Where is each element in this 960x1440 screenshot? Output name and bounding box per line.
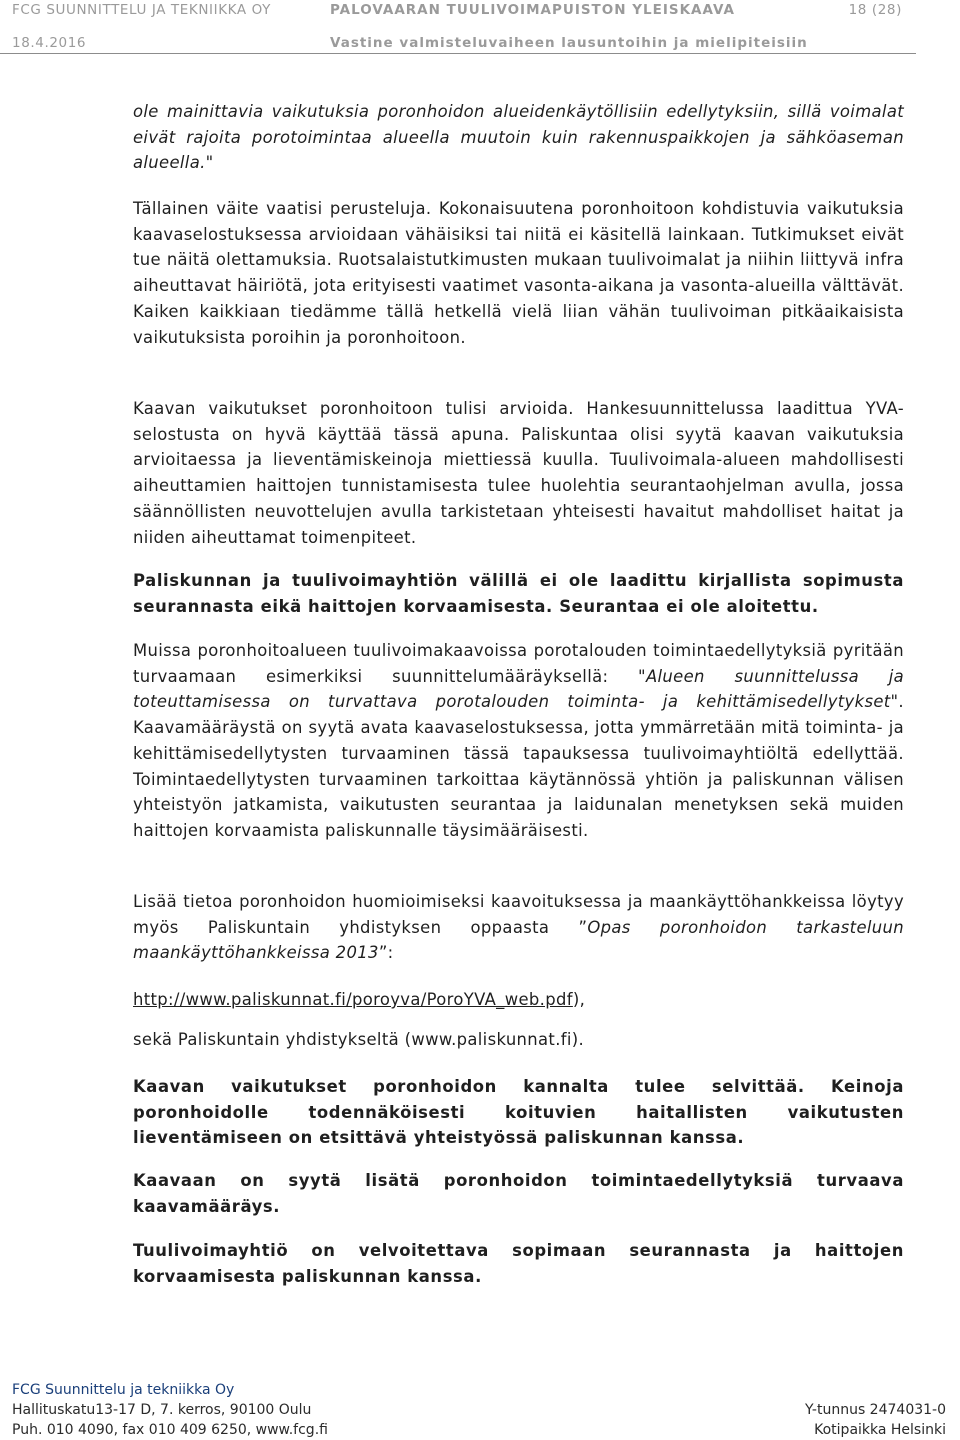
header-page-number: 18 (28)	[848, 2, 902, 18]
header-project-title: PALOVAARAN TUULIVOIMAPUISTON YLEISKAAVA	[330, 2, 736, 18]
regulation-quote: Alueen suunnittelussa ja toteuttamisessa on turvattava porotalouden toiminta- ja kehittämisedellytykset	[133, 666, 904, 712]
footer-business-id: Y-tunnus 2474031-0	[805, 1402, 946, 1418]
header-divider	[0, 53, 916, 54]
quoted-statement: ole mainittavia vaikutuksia poronhoidon alueidenkäytöllisiin edellytyksiin, sillä voimalat eivät rajoita porotoimintaa alueella muutoin kuin rakennuspaikkojen ja sähköaseman alueella.	[133, 102, 904, 173]
link-suffix: ),	[572, 990, 586, 1009]
paragraph-text: Lisää tietoa poronhoidon huomioimiseksi kaavoituksessa ja maankäyttöhankkeissa löytyy myös Paliskuntain yhdistyksen oppaasta ”	[133, 892, 904, 937]
body-paragraph-5	[133, 638, 904, 844]
footer-domicile: Kotipaikka Helsinki	[814, 1422, 946, 1438]
guide-title: Opas poronhoidon tarkasteluun maankäyttöhankkeissa 2013	[133, 917, 904, 963]
paragraph-text: Tällainen väite vaatisi perusteluja. Kokonaisuutena poronhoitoon kohdistuvia vaikutuksia kaavaselostuksessa arvioidaan vähäisiksi tai niitä ei käsitellä lainkaan. Tutkimukset eivät tue näitä olettamuksia. Ruotsalaistutkimusten mukaan tuulivoimalat ja niihin liittyvä infra aiheuttavat häiriötä, jota erityisesti vaatimet vasonta-aikana ja vasonta-alueilla välttävät. Kaiken kaikkiaan tiedämme tällä hetkellä vielä liian vähän tuulivoiman pitkäaikaisista vaikutuksista poroihin ja poronhoitoon.	[133, 199, 904, 347]
paragraph-text: ”:	[378, 943, 394, 963]
paragraph-text: Muissa poronhoitoalueen tuulivoimakaavoissa porotalouden toimintaedellytyksiä pyritään turvaamaan esimerkiksi suunnittelumääräyksellä: "	[133, 641, 904, 686]
paragraph-text: ". Kaavamääräystä on syytä avata kaavaselostuksessa, jotta ymmärretään mitä toiminta- ja kehittämisedellytysten turvaaminen tässä tapauksessa tuulivoimayhtiöltä edellyttää. Toimintaedellytysten turvaaminen tarkoittaa käytännössä yhtiön ja paliskunnan välisen yhteistyön jatkamista, vaikutusten seurantaa ja laidunalan menetyksen sekä muiden haittojen korvaamista paliskunnalle täysimääräisesti.	[133, 692, 904, 840]
body-paragraph-2	[133, 196, 904, 350]
body-paragraph-1	[133, 99, 904, 176]
header-subtitle: Vastine valmisteluvaiheen lausuntoihin ja mielipiteisiin	[330, 35, 808, 51]
paragraph-text: sekä Paliskuntain yhdistykseltä (www.paliskunnat.fi).	[133, 1030, 585, 1049]
header-company: FCG SUUNNITTELU JA TEKNIIKKA OY	[12, 2, 271, 18]
footer-left	[12, 1380, 328, 1440]
footer-phone: Puh. 010 4090, fax 010 409 6250, www.fcg.fi	[12, 1422, 328, 1438]
paragraph-text: Kaavaan on syytä lisätä poronhoidon toimintaedellytyksiä turvaava kaavamääräys.	[133, 1171, 904, 1216]
paragraph-text: Tuulivoimayhtiö on velvoitettava sopimaan seurannasta ja haittojen korvaamisesta paliskunnan kanssa.	[133, 1241, 904, 1286]
footer-address: Hallituskatu13-17 D, 7. kerros, 90100 Oulu	[12, 1402, 312, 1418]
body-paragraph-9-bold	[133, 1074, 904, 1151]
body-paragraph-11-bold	[133, 1238, 904, 1289]
footer-right	[805, 1400, 946, 1440]
paragraph-text: Paliskunnan ja tuulivoimayhtiön välillä ei ole laadittu kirjallista sopimusta seurannasta eikä haittojen korvaamisesta. Seurantaa ei ole aloitettu.	[133, 571, 904, 616]
guide-pdf-link[interactable]: http://www.paliskunnat.fi/poroyva/PoroYVA_web.pdf	[133, 990, 573, 1009]
body-paragraph-3	[133, 396, 904, 550]
body-paragraph-4-bold	[133, 568, 904, 619]
paragraph-text: Kaavan vaikutukset poronhoidon kannalta tulee selvittää. Keinoja poronhoidolle todennäköisesti koituvien haitallisten vaikutusten lieventämiseen on etsittävä yhteistyössä paliskunnan kanssa.	[133, 1077, 904, 1148]
body-paragraph-6	[133, 889, 904, 966]
closing-quote: "	[205, 153, 214, 173]
body-paragraph-8	[133, 1027, 904, 1053]
body-paragraph-10-bold	[133, 1168, 904, 1219]
paragraph-text: Kaavan vaikutukset poronhoitoon tulisi arvioida. Hankesuunnittelussa laadittua YVA-selostusta on hyvä käyttää tässä apuna. Paliskuntaa olisi syytä kaavan vaikutuksia arvioitaessa ja lieventämiskeinoja miettiessä kuulla. Tuulivoimala-alueen mahdollisesti aiheuttamien haittojen tunnistamisesta tulee huolehtia seurantaohjelman avulla, jossa säännöllisten neuvottelujen avulla tarkistetaan yhteisesti havaitut mahdolliset haitat ja niiden aiheuttamat toimenpiteet.	[133, 399, 904, 547]
header-date: 18.4.2016	[12, 35, 87, 51]
footer-company: FCG Suunnittelu ja tekniikka Oy	[12, 1382, 235, 1398]
body-paragraph-link	[133, 987, 904, 1013]
